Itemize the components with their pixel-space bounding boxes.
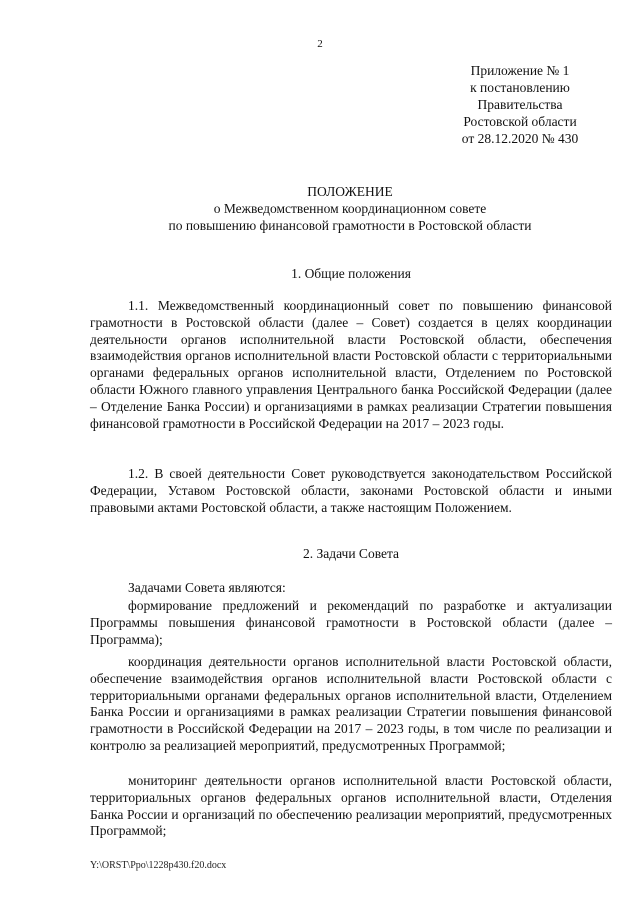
appendix-line: Ростовской области [463,114,577,129]
appendix-line: Приложение № 1 [470,63,570,78]
title-line: о Межведомственном координационном совете [213,201,487,216]
paragraph: формирование предложений и рекомендаций по разработке и актуализации Программы повышения финансовой грамотности в Ростовской области (далее – Программа); [90,598,612,647]
title-line: по повышению финансовой грамотности в Ростовской области [168,218,532,233]
title-heading: ПОЛОЖЕНИЕ [307,184,393,199]
section-heading: 2. Задачи Совета [302,546,400,561]
appendix-line: к постановлению [470,80,570,95]
paragraph: 1.2. В своей деятельности Совет руководствуется законодательством Российской Федерации, Уставом Ростовской области, законами Ростовской области и иными правовыми актами Ростовской области, а также настоящим Положением. [90,466,612,515]
appendix-line: Правительства [477,97,563,112]
appendix-line: от 28.12.2020 № 430 [461,131,579,146]
paragraph: координация деятельности органов исполнительной власти Ростовской области, обеспечение взаимодействия органов исполнительной власти Ростовской области с территориальными органами федеральных органов исполнительной власти, Отделением Банка России и организациями в рамках реализации Стратегии повышения финансовой грамотности в Российской Федерации на 2017 – 2023 годы, в том числе по реализации и контролю за реализацией мероприятий, предусмотренных Программой; [90,654,612,753]
section-heading: 1. Общие положения [291,266,411,281]
paragraph: 1.1. Межведомственный координационный совет по повышению финансовой грамотности в Ростовской области (далее – Совет) создается в целях координации деятельности органов исполнительной власти Ростовской области, обеспечения взаимодействия органов исполнительной власти Ростовской области с территориальными органами федеральных органов исполнительной власти, Отделением по Ростовской области Южного главного управления Центрального банка Российской Федерации (далее – Отделение Банка России) и организациями в рамках реализации Стратегии повышения финансовой грамотности в Российской Федерации на 2017 – 2023 годы. [90,298,612,431]
page-number: 2 [317,38,323,50]
paragraph: Задачами Совета являются: [128,580,286,595]
paragraph: мониторинг деятельности органов исполнительной власти Ростовской области, территориальных органов федеральных органов исполнительной власти, Отделения Банка России и организаций по обеспечению реализации мероприятий, предусмотренных Программой; [90,773,612,839]
file-path-footer: Y:\ORST\Ppo\1228p430.f20.docx [90,860,227,871]
appendix-block [440,62,600,147]
document-title [0,183,640,234]
